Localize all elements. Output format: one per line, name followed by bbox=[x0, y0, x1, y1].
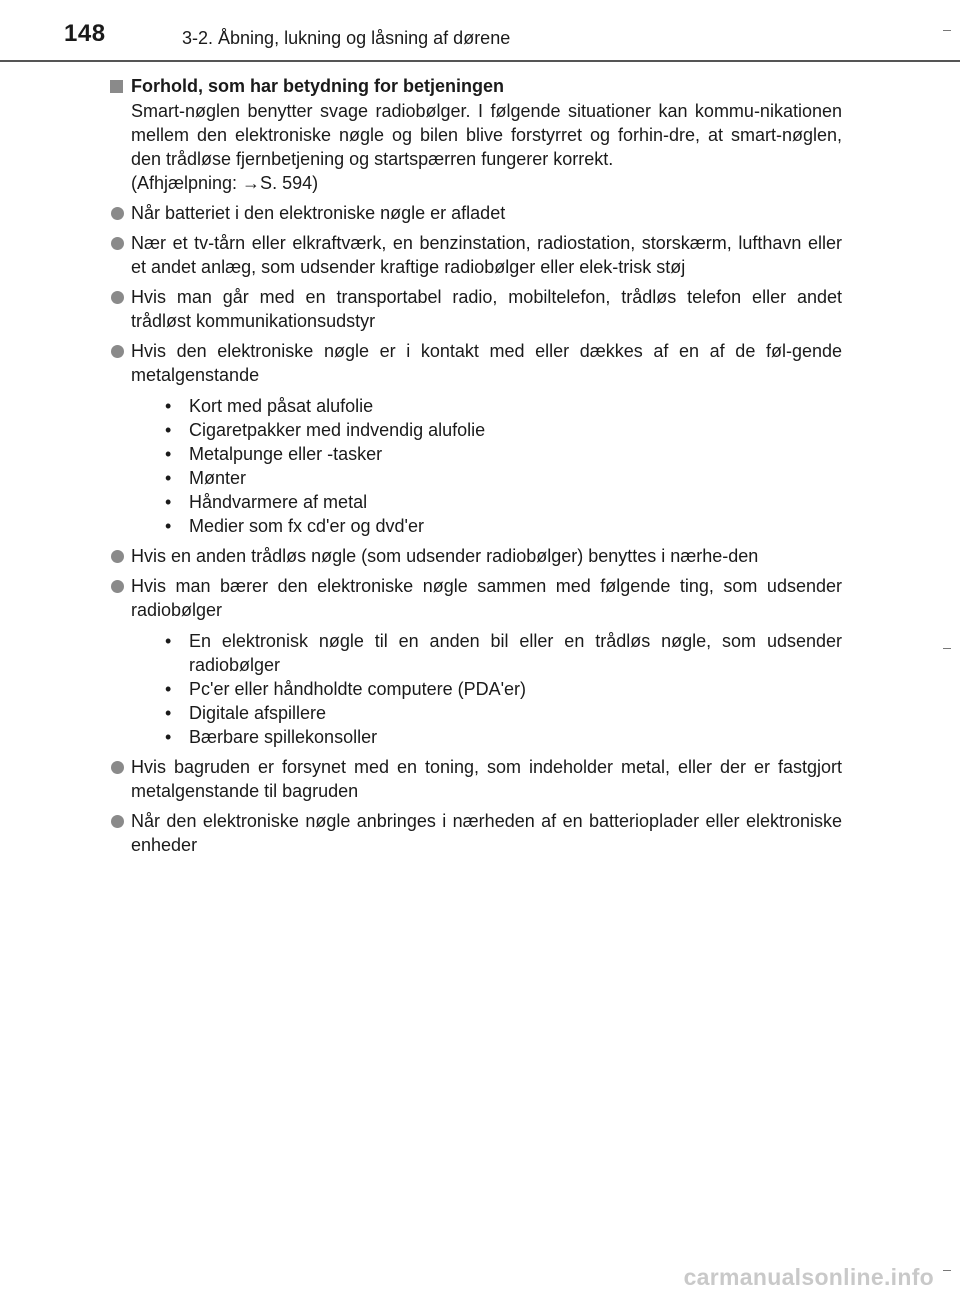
dot-bullet-icon: • bbox=[165, 468, 172, 488]
condition-item-text: Hvis man går med en transportabel radio, mobiltelefon, trådløs telefon eller andet trådløst kommunikationsudstyr bbox=[131, 287, 842, 331]
circle-bullet-icon bbox=[111, 580, 124, 593]
dot-bullet-icon: • bbox=[165, 516, 172, 536]
sub-list bbox=[152, 629, 842, 749]
condition-item bbox=[110, 544, 842, 568]
sub-list-item bbox=[152, 394, 842, 418]
section-heading bbox=[110, 74, 842, 98]
sub-list-item-text: Mønter bbox=[189, 468, 247, 488]
sub-list-item-text: Håndvarmere af metal bbox=[189, 492, 368, 512]
dot-bullet-icon: • bbox=[165, 492, 172, 512]
section-heading-text: Forhold, som har betydning for betjeningen bbox=[131, 76, 504, 96]
sub-list-item-text: Pc'er eller håndholdte computere (PDA'er) bbox=[189, 679, 527, 699]
sub-list-item-text: Kort med påsat alufolie bbox=[189, 396, 374, 416]
sub-list-item bbox=[152, 490, 842, 514]
watermark-text: carmanualsonline.info bbox=[683, 1264, 934, 1290]
sub-list-item-text: Digitale afspillere bbox=[189, 703, 327, 723]
sub-list-item bbox=[152, 629, 842, 677]
dot-bullet-icon: • bbox=[165, 727, 172, 747]
circle-bullet-icon bbox=[111, 207, 124, 220]
sub-list-item bbox=[152, 514, 842, 538]
square-bullet-icon bbox=[110, 80, 123, 93]
sub-list-item-text: Cigaretpakker med indvendig alufolie bbox=[189, 420, 486, 440]
header-rule bbox=[0, 60, 960, 62]
sub-list-item-text: Medier som fx cd'er og dvd'er bbox=[189, 516, 424, 536]
sub-list-item bbox=[152, 466, 842, 490]
dot-bullet-icon: • bbox=[165, 420, 172, 440]
dot-bullet-icon: • bbox=[165, 703, 172, 723]
condition-item bbox=[110, 574, 842, 749]
circle-bullet-icon bbox=[111, 550, 124, 563]
section-title: 3-2. Åbning, lukning og låsning af dørene bbox=[182, 28, 511, 48]
condition-item bbox=[110, 231, 842, 279]
crop-mark bbox=[943, 648, 951, 649]
condition-item-text: Hvis bagruden er forsynet med en toning, som indeholder metal, eller der er fastgjort metalgenstande til bagruden bbox=[131, 757, 842, 801]
crop-mark bbox=[943, 1270, 951, 1271]
sub-list-item bbox=[152, 677, 842, 701]
condition-item-text: Nær et tv-tårn eller elkraftværk, en benzinstation, radiostation, storskærm, lufthavn eller et andet anlæg, som udsender kraftige radiobølger eller elek-trisk støj bbox=[131, 233, 842, 277]
sub-list-item-text: Bærbare spillekonsoller bbox=[189, 727, 378, 747]
condition-item-text: Når den elektroniske nøgle anbringes i nærheden af en batterioplader eller elektroniske enheder bbox=[131, 811, 842, 855]
condition-item bbox=[110, 339, 842, 538]
circle-bullet-icon bbox=[111, 237, 124, 250]
reference-line: (Afhjælpning: →S. 594) bbox=[131, 173, 319, 193]
circle-bullet-icon bbox=[111, 815, 124, 828]
page-header bbox=[0, 0, 960, 62]
sub-list-item bbox=[152, 725, 842, 749]
crop-mark bbox=[943, 30, 951, 31]
condition-item-text: Hvis den elektroniske nøgle er i kontakt med eller dækkes af en af de føl-gende metalgenstande bbox=[131, 341, 842, 385]
sub-list-item-text: Metalpunge eller -tasker bbox=[189, 444, 383, 464]
circle-bullet-icon bbox=[111, 761, 124, 774]
condition-item-text: Hvis man bærer den elektroniske nøgle sammen med følgende ting, som udsender radiobølger bbox=[131, 576, 842, 620]
sub-list-item-text: En elektronisk nøgle til en anden bil eller en trådløs nøgle, som udsender radiobølger bbox=[189, 631, 842, 675]
intro-paragraph: Smart-nøglen benytter svage radiobølger. I følgende situationer kan kommu-nikationen mellem den elektroniske nøgle og bilen blive forstyrret og forhin-dre, at smart-nøglen, den trådløse fjernbetjening og startspærren fungerer korrekt. bbox=[131, 101, 842, 169]
dot-bullet-icon: • bbox=[165, 444, 172, 464]
condition-item bbox=[110, 755, 842, 803]
condition-item-text: Når batteriet i den elektroniske nøgle er afladet bbox=[131, 203, 506, 223]
condition-list bbox=[110, 201, 842, 857]
page-content bbox=[110, 70, 842, 857]
dot-bullet-icon: • bbox=[165, 679, 172, 699]
sub-list-item bbox=[152, 701, 842, 725]
dot-bullet-icon: • bbox=[165, 396, 172, 416]
page-number: 148 bbox=[64, 20, 106, 47]
circle-bullet-icon bbox=[111, 291, 124, 304]
sub-list bbox=[152, 394, 842, 538]
sub-list-item bbox=[152, 418, 842, 442]
condition-item bbox=[110, 285, 842, 333]
circle-bullet-icon bbox=[111, 345, 124, 358]
condition-item bbox=[110, 201, 842, 225]
sub-list-item bbox=[152, 442, 842, 466]
dot-bullet-icon: • bbox=[165, 631, 172, 651]
condition-item bbox=[110, 809, 842, 857]
condition-item-text: Hvis en anden trådløs nøgle (som udsender radiobølger) benyttes i nærhe-den bbox=[131, 546, 759, 566]
